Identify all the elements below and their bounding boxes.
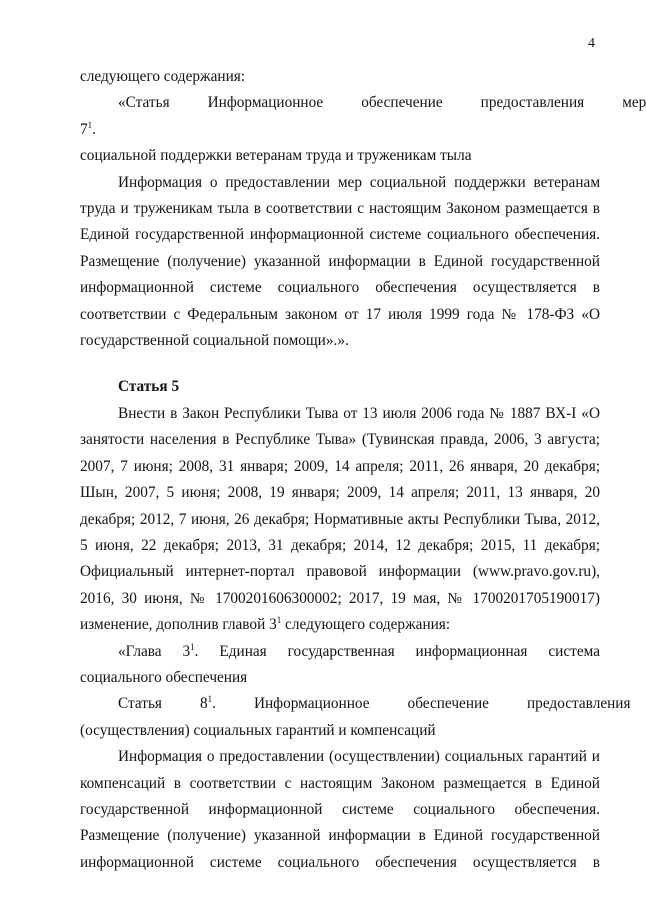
intro-line: следующего содержания:	[80, 68, 246, 85]
article-7-1-title-word: предоставления	[480, 94, 585, 112]
article-8-1-word-statya: Статья	[118, 695, 162, 713]
article-8-1-number: $8^1$.	[199, 694, 216, 713]
article-7-1-title-word: обеспечение	[361, 94, 443, 112]
chapter-3-1-title: «Глава $3^1$. Единая государственная информационная система социального обеспечения	[80, 641, 600, 686]
page-number: 4	[588, 36, 595, 51]
article-8-1-title-word: предоставления	[526, 695, 631, 713]
article-7-1-title-word: Информационное	[207, 94, 324, 112]
article-7-1-title-word: мер	[622, 94, 646, 112]
article-7-1-title-line2: социальной поддержки ветеранам труда и труженикам тыла	[80, 147, 472, 165]
article-8-1-title-word: обеспечение	[407, 695, 489, 713]
article-8-1-body: Информация о предоставлении (осуществлении) социальных гарантий и компенсаций в соответствии с настоящим Законом размещается в Единой государственной информационной системе социального обеспечения. Размещение (получение) указанной информации в Единой государственной информационной системе социального обеспечения осуществляется в	[80, 748, 600, 871]
article-7-1-label: «Статья $7^1$.	[80, 94, 170, 138]
article-7-1-body: Информация о предоставлении мер социальной поддержки ветеранам труда и труженикам тыла в соответствии с настоящим Законом размещается в Единой государственной информационной системе социального обеспечения. Размещение (получение) указанной информации в Единой государственной информационной системе социального обеспечения осуществляется в соответствии с Федеральным законом от 17 июля 1999 года № 178-ФЗ «О государственной социальной помощи».».	[80, 173, 600, 350]
article-5-heading: Статья 5	[118, 378, 180, 396]
article-8-1-title-line1	[80, 691, 631, 717]
article-8-1-title-word: Информационное	[253, 695, 370, 713]
article-5-body: Внести в Закон Республики Тыва от 13 июля 2006 года № 1887 ВХ-I «О занятости населения в Республике Тыва» (Тувинская правда, 2006, 3 августа; 2007, 7 июня; 2008, 31 января; 2009, 14 апреля; 2011, 26 января, 20 декабря; Шын, 2007, 5 июня; 2008, 19 января; 2009, 14 апреля; 2011, 13 января, 20 декабря; 2012, 7 июня, 26 декабря; Нормативные акты Республики Тыва, 2012, 5 июня, 22 декабря; 2013, 31 декабря; 2014, 12 декабря; 2015, 11 декабря; Официальный интернет-портал правовой информации (www.pravo.gov.ru), 2016, 30 июня, № 1700201606300002; 2017, 19 мая, № 1700201705190017) изменение, дополнив главой $3^1$ следующего содержания:	[80, 404, 600, 634]
article-7-1-title-line1	[80, 90, 646, 143]
document-body	[80, 64, 646, 876]
article-8-1-title-line2: (осуществления) социальных гарантий и компенсаций	[80, 721, 436, 739]
